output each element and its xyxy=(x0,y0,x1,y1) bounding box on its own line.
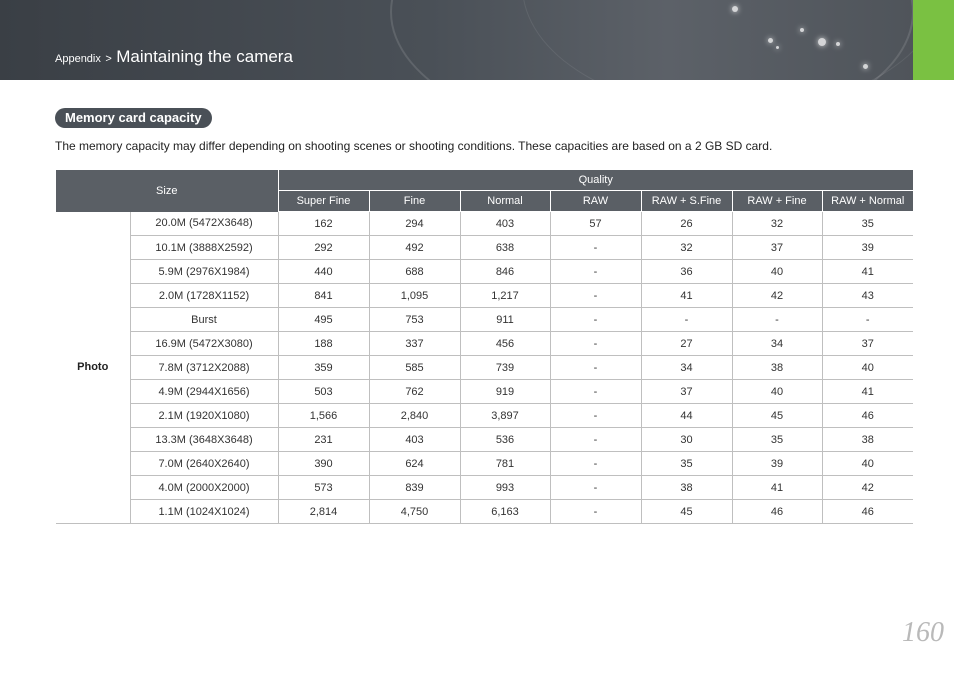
capacity-cell: 35 xyxy=(822,212,913,236)
chapter-tab xyxy=(913,0,954,80)
capacity-cell: 1,566 xyxy=(278,404,369,428)
capacity-cell: 753 xyxy=(369,308,460,332)
capacity-cell: 36 xyxy=(641,260,732,284)
table-row xyxy=(56,308,913,332)
size-cell: 16.9M (5472X3080) xyxy=(130,332,278,356)
capacity-cell: 37 xyxy=(822,332,913,356)
capacity-cell: - xyxy=(550,428,641,452)
capacity-cell: 43 xyxy=(822,284,913,308)
capacity-cell: 30 xyxy=(641,428,732,452)
capacity-cell: 188 xyxy=(278,332,369,356)
capacity-cell: 45 xyxy=(641,500,732,524)
capacity-cell: 35 xyxy=(732,428,822,452)
capacity-cell: - xyxy=(550,308,641,332)
capacity-cell: 41 xyxy=(641,284,732,308)
capacity-cell: 34 xyxy=(641,356,732,380)
table-row xyxy=(56,332,913,356)
size-cell: Burst xyxy=(130,308,278,332)
capacity-cell: - xyxy=(732,308,822,332)
capacity-cell: 1,217 xyxy=(460,284,550,308)
capacity-cell: 440 xyxy=(278,260,369,284)
table-row xyxy=(56,476,913,500)
column-header: RAW + Normal xyxy=(822,191,913,212)
table-row xyxy=(56,284,913,308)
sparkle-icon xyxy=(732,6,738,12)
table-row xyxy=(56,260,913,284)
column-header: RAW + Fine xyxy=(732,191,822,212)
quality-header: Quality xyxy=(278,170,913,191)
capacity-cell: 846 xyxy=(460,260,550,284)
capacity-cell: 41 xyxy=(822,380,913,404)
capacity-cell: 41 xyxy=(822,260,913,284)
page-header xyxy=(0,0,954,80)
capacity-cell: 292 xyxy=(278,236,369,260)
capacity-cell: 403 xyxy=(369,428,460,452)
capacity-cell: 45 xyxy=(732,404,822,428)
size-cell: 4.0M (2000X2000) xyxy=(130,476,278,500)
capacity-cell: 688 xyxy=(369,260,460,284)
capacity-cell: 403 xyxy=(460,212,550,236)
capacity-cell: 39 xyxy=(822,236,913,260)
capacity-cell: 390 xyxy=(278,452,369,476)
capacity-cell: 638 xyxy=(460,236,550,260)
capacity-cell: 495 xyxy=(278,308,369,332)
sparkle-icon xyxy=(836,42,840,46)
capacity-cell: 456 xyxy=(460,332,550,356)
capacity-cell: 40 xyxy=(732,380,822,404)
capacity-cell: 4,750 xyxy=(369,500,460,524)
capacity-cell: 38 xyxy=(641,476,732,500)
table-row xyxy=(56,500,913,524)
capacity-cell: - xyxy=(822,308,913,332)
capacity-cell: 503 xyxy=(278,380,369,404)
column-header: RAW xyxy=(550,191,641,212)
size-cell: 2.0M (1728X1152) xyxy=(130,284,278,308)
capacity-cell: 294 xyxy=(369,212,460,236)
capacity-cell: 841 xyxy=(278,284,369,308)
capacity-cell: 44 xyxy=(641,404,732,428)
capacity-cell: - xyxy=(550,452,641,476)
size-cell: 7.8M (3712X2088) xyxy=(130,356,278,380)
size-cell: 4.9M (2944X1656) xyxy=(130,380,278,404)
capacity-cell: - xyxy=(641,308,732,332)
capacity-cell: 38 xyxy=(732,356,822,380)
sparkle-icon xyxy=(776,46,779,49)
capacity-cell: 37 xyxy=(732,236,822,260)
capacity-cell: 919 xyxy=(460,380,550,404)
column-header: Fine xyxy=(369,191,460,212)
size-cell: 13.3M (3648X3648) xyxy=(130,428,278,452)
capacity-cell: 27 xyxy=(641,332,732,356)
header-decoration-secondary xyxy=(522,0,944,80)
size-cell: 7.0M (2640X2640) xyxy=(130,452,278,476)
capacity-cell: 624 xyxy=(369,452,460,476)
capacity-cell: - xyxy=(550,356,641,380)
size-cell: 2.1M (1920X1080) xyxy=(130,404,278,428)
table-row xyxy=(56,404,913,428)
capacity-cell: 359 xyxy=(278,356,369,380)
size-cell: 5.9M (2976X1984) xyxy=(130,260,278,284)
capacity-cell: 2,814 xyxy=(278,500,369,524)
capacity-cell: 37 xyxy=(641,380,732,404)
section-title: Memory card capacity xyxy=(55,108,212,128)
capacity-cell: 492 xyxy=(369,236,460,260)
breadcrumb-parent[interactable]: Appendix xyxy=(55,53,101,65)
sparkle-icon xyxy=(768,38,773,43)
page-title: Maintaining the camera xyxy=(116,47,293,66)
capacity-cell: 839 xyxy=(369,476,460,500)
capacity-cell: 1,095 xyxy=(369,284,460,308)
capacity-cell: 993 xyxy=(460,476,550,500)
capacity-cell: 762 xyxy=(369,380,460,404)
capacity-cell: 57 xyxy=(550,212,641,236)
capacity-cell: 46 xyxy=(822,404,913,428)
capacity-table xyxy=(56,170,913,524)
table-row xyxy=(56,212,913,236)
capacity-cell: - xyxy=(550,284,641,308)
capacity-cell: 2,840 xyxy=(369,404,460,428)
capacity-cell: 40 xyxy=(822,356,913,380)
capacity-cell: 585 xyxy=(369,356,460,380)
capacity-cell: 6,163 xyxy=(460,500,550,524)
capacity-cell: - xyxy=(550,500,641,524)
capacity-cell: 573 xyxy=(278,476,369,500)
table-row xyxy=(56,356,913,380)
breadcrumb-separator: > xyxy=(105,53,112,65)
sparkle-icon xyxy=(863,64,868,69)
capacity-cell: - xyxy=(550,476,641,500)
row-group-label: Photo xyxy=(56,212,130,524)
page-number: 160 xyxy=(902,617,944,648)
capacity-cell: 38 xyxy=(822,428,913,452)
table-row xyxy=(56,428,913,452)
capacity-cell: - xyxy=(550,332,641,356)
capacity-cell: - xyxy=(550,260,641,284)
column-header: RAW + S.Fine xyxy=(641,191,732,212)
capacity-cell: 911 xyxy=(460,308,550,332)
sparkle-icon xyxy=(818,38,826,46)
capacity-cell: 41 xyxy=(732,476,822,500)
capacity-cell: 46 xyxy=(732,500,822,524)
table-row xyxy=(56,236,913,260)
capacity-cell: 46 xyxy=(822,500,913,524)
capacity-cell: 34 xyxy=(732,332,822,356)
capacity-cell: 26 xyxy=(641,212,732,236)
column-header: Normal xyxy=(460,191,550,212)
capacity-cell: 337 xyxy=(369,332,460,356)
capacity-cell: 42 xyxy=(822,476,913,500)
size-cell: 1.1M (1024X1024) xyxy=(130,500,278,524)
capacity-cell: 162 xyxy=(278,212,369,236)
intro-text: The memory capacity may differ depending on shooting scenes or shooting conditions. These capacities are based on a 2 GB SD card. xyxy=(55,139,773,153)
capacity-cell: 3,897 xyxy=(460,404,550,428)
table-row xyxy=(56,380,913,404)
capacity-cell: - xyxy=(550,404,641,428)
size-cell: 20.0M (5472X3648) xyxy=(130,212,278,236)
capacity-cell: 40 xyxy=(732,260,822,284)
capacity-cell: 231 xyxy=(278,428,369,452)
capacity-cell: 32 xyxy=(732,212,822,236)
capacity-cell: - xyxy=(550,236,641,260)
size-header: Size xyxy=(56,170,278,212)
capacity-cell: 536 xyxy=(460,428,550,452)
size-cell: 10.1M (3888X2592) xyxy=(130,236,278,260)
column-header: Super Fine xyxy=(278,191,369,212)
capacity-cell: 42 xyxy=(732,284,822,308)
capacity-cell: 39 xyxy=(732,452,822,476)
capacity-cell: 32 xyxy=(641,236,732,260)
capacity-cell: 35 xyxy=(641,452,732,476)
breadcrumb xyxy=(55,47,293,67)
sparkle-icon xyxy=(800,28,804,32)
table-row xyxy=(56,452,913,476)
capacity-cell: - xyxy=(550,380,641,404)
capacity-cell: 781 xyxy=(460,452,550,476)
capacity-cell: 739 xyxy=(460,356,550,380)
capacity-cell: 40 xyxy=(822,452,913,476)
